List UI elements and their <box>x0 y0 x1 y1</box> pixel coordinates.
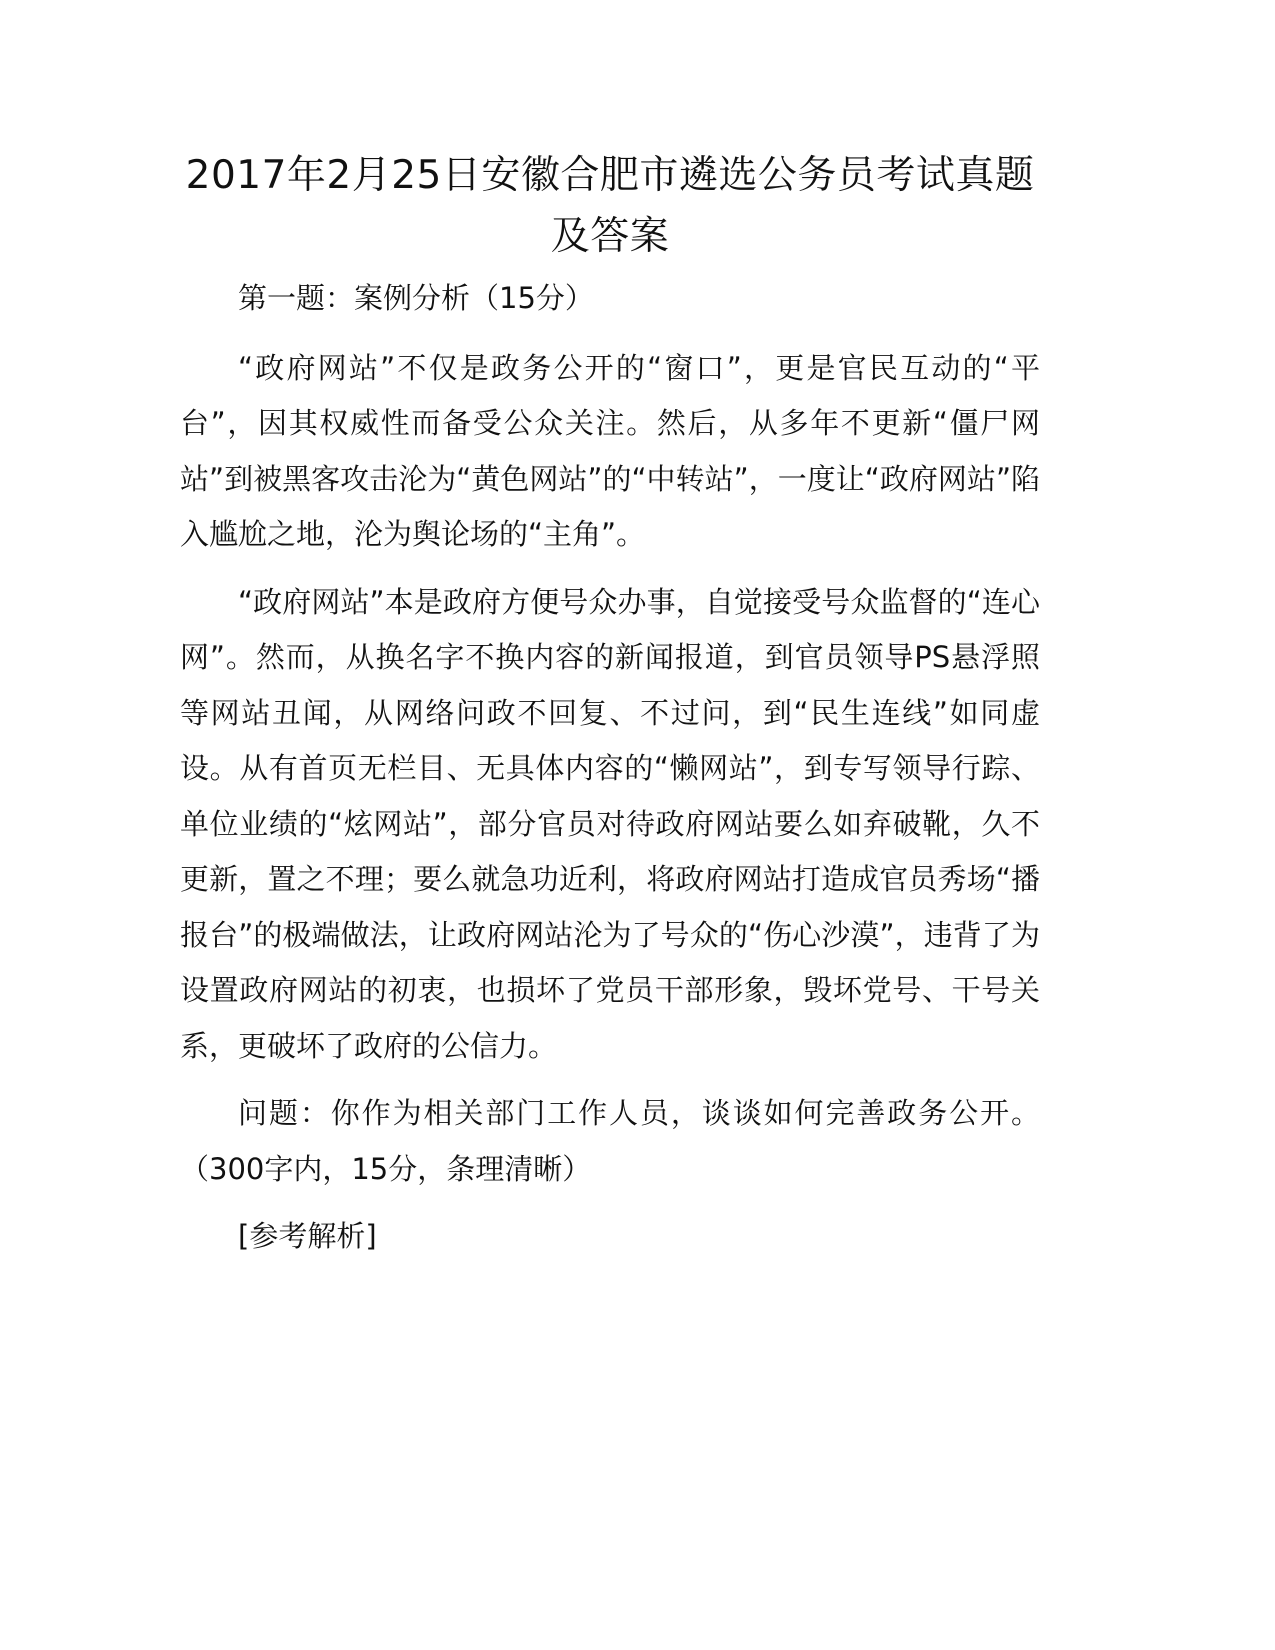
document-title: 2017年2月25日安徽合肥市遴选公务员考试真题及答案 <box>185 153 1035 259</box>
case-paragraph-1: “政府网站”不仅是政务公开的“窗口”，更是官民互动的“平台”，因其权威性而备受公众关注。然后，从多年不更新“僵尸网站”到被黑客攻击沦为“黄色网站”的“中转站”，一度让“政府网站”陷入尴尬之地，沦为舆论场的“主角”。 <box>180 350 1040 551</box>
document-page <box>180 145 1040 1265</box>
reference-heading: [参考解析] <box>238 1219 377 1253</box>
case-paragraph-2: “政府网站”本是政府方便号众办事，自觉接受号众监督的“连心网”。然而，从换名字不换内容的新闻报道，到官员领导PS悬浮照等网站丑闻，从网络问政不回复、不过问，到“民生连线”如同虚设。从有首页无栏目、无具体内容的“懒网站”，到专写领导行踪、单位业绩的“炫网站”，部分官员对待政府网站要么如弃破靴，久不更新，置之不理；要么就急功近利，将政府网站打造成官员秀场“播报台”的极端做法，让政府网站沦为了号众的“伤心沙漠”，违背了为设置政府网站的初衷，也损坏了党员干部形象，毁坏党号、干号关系，更破坏了政府的公信力。 <box>180 584 1040 1063</box>
section-heading: 第一题：案例分析（15分） <box>238 281 594 315</box>
question-text: 问题：你作为相关部门工作人员，谈谈如何完善政务公开。（300字内，15分，条理清晰） <box>180 1096 1040 1186</box>
